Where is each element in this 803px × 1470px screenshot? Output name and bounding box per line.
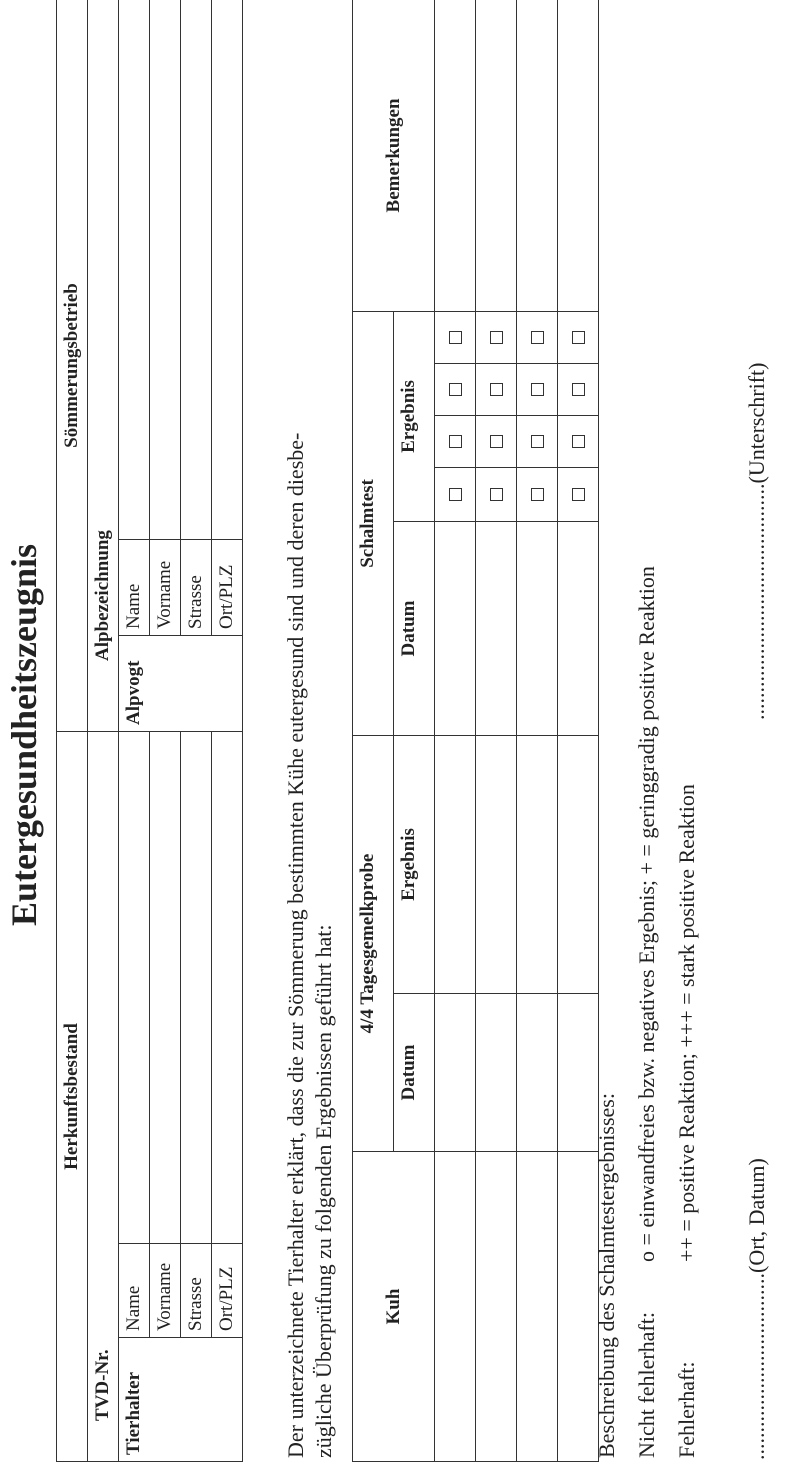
schalmtest-ergebnis-header: Ergebnis: [394, 311, 435, 521]
schalmtest-quarter-cell: [558, 311, 599, 363]
quarter-checkbox[interactable]: [572, 435, 585, 448]
herkunft-header: Herkunftsbestand: [57, 732, 88, 1462]
kuh-cell[interactable]: [435, 1152, 476, 1462]
bemerkungen-cell[interactable]: [435, 0, 476, 311]
schalmtest-header: Schalmtest: [353, 311, 394, 735]
schalmtest-datum-header: Datum: [394, 521, 435, 735]
soemmerung-header: Sömmerungsbetrieb: [57, 0, 88, 732]
tagesgemelk-header: 4/4 Tagesgemelkprobe: [353, 735, 394, 1151]
herkunft-ort-label: Ort/PLZ: [212, 1244, 243, 1338]
page-title: Eutergesundheitszeugnis: [4, 543, 44, 927]
signature-label: (Unterschrift): [744, 362, 769, 484]
bemerkungen-cell[interactable]: [517, 0, 558, 311]
quarter-checkbox[interactable]: [449, 488, 462, 501]
quarter-checkbox[interactable]: [490, 383, 503, 396]
kuh-cell[interactable]: [517, 1152, 558, 1462]
schalmtest-quarter-cell: [435, 311, 476, 363]
herkunft-name-label: Name: [119, 1244, 150, 1338]
tagesgemelk-datum-cell[interactable]: [435, 994, 476, 1152]
quarter-checkbox[interactable]: [572, 488, 585, 501]
kuh-header: Kuh: [353, 1152, 435, 1462]
tvd-label: TVD-Nr.: [88, 732, 119, 1462]
place-date-line[interactable]: [742, 1158, 772, 1460]
quarter-checkbox[interactable]: [572, 383, 585, 396]
schalmtest-datum-cell[interactable]: [435, 521, 476, 735]
herkunft-strasse-label: Strasse: [181, 1244, 212, 1338]
quarter-checkbox[interactable]: [531, 331, 544, 344]
bemerkungen-cell[interactable]: [476, 0, 517, 311]
schalmtest-datum-cell[interactable]: [558, 521, 599, 735]
quarter-checkbox[interactable]: [531, 435, 544, 448]
place-date-label: (Ort, Datum): [744, 1158, 769, 1273]
alp-strasse-label: Strasse: [181, 540, 212, 636]
schalmtest-quarter-cell: [517, 363, 558, 415]
schalmtest-quarter-cell: [476, 467, 517, 521]
schalmtest-datum-cell[interactable]: [476, 521, 517, 735]
herkunft-ort-field[interactable]: [212, 732, 243, 1244]
declaration-text: [282, 18, 338, 1458]
quarter-checkbox[interactable]: [449, 331, 462, 344]
alpvogt-label: Alpvogt: [119, 636, 243, 732]
schalmtest-datum-cell[interactable]: [517, 521, 558, 735]
tagesgemelk-datum-cell[interactable]: [476, 994, 517, 1152]
alp-strasse-field[interactable]: [181, 0, 212, 540]
legend-bad-label: Fehlerhaft:: [674, 1361, 699, 1458]
table-row: [435, 0, 476, 1462]
bemerkungen-header: Bemerkungen: [353, 0, 435, 311]
quarter-checkbox[interactable]: [490, 435, 503, 448]
legend-ok-label: Nicht fehlerhaft:: [634, 1312, 659, 1458]
schalmtest-quarter-cell: [517, 415, 558, 467]
results-table: [352, 0, 599, 1462]
alp-vorname-field[interactable]: [150, 0, 181, 540]
tagesgemelk-datum-header: Datum: [394, 994, 435, 1152]
tagesgemelk-datum-cell[interactable]: [517, 994, 558, 1152]
tagesgemelk-ergebnis-header: Ergebnis: [394, 735, 435, 993]
tagesgemelk-ergebnis-cell[interactable]: [435, 735, 476, 993]
address-table: [56, 0, 243, 1462]
herkunft-strasse-field[interactable]: [181, 732, 212, 1244]
schalmtest-quarter-cell: [435, 415, 476, 467]
herkunft-name-field[interactable]: [119, 732, 150, 1244]
alp-name-field[interactable]: [119, 0, 150, 540]
table-row: [517, 0, 558, 1462]
quarter-checkbox[interactable]: [449, 383, 462, 396]
schalmtest-quarter-cell: [476, 311, 517, 363]
tagesgemelk-ergebnis-cell[interactable]: [517, 735, 558, 993]
schalmtest-quarter-cell: [435, 363, 476, 415]
tierhalter-label: Tierhalter: [119, 1338, 243, 1462]
legend-ok-text: o = einwandfreies bzw. negatives Ergebnis; + = geringgradig positive Reaktion: [634, 566, 659, 1262]
schalmtest-quarter-cell: [476, 363, 517, 415]
signature-dots: ...........................................: [744, 483, 769, 720]
alpbezeichnung-label: Alpbezeichnung: [88, 0, 119, 732]
tagesgemelk-ergebnis-cell[interactable]: [558, 735, 599, 993]
herkunft-vorname-field[interactable]: [150, 732, 181, 1244]
quarter-checkbox[interactable]: [531, 488, 544, 501]
declaration-line-2: zügliche Überprüfung zu folgenden Ergebnissen geführt hat:: [311, 924, 336, 1458]
alp-vorname-label: Vorname: [150, 540, 181, 636]
tagesgemelk-ergebnis-cell[interactable]: [476, 735, 517, 993]
schalmtest-quarter-cell: [558, 415, 599, 467]
schalmtest-quarter-cell: [558, 363, 599, 415]
herkunft-vorname-label: Vorname: [150, 1244, 181, 1338]
alp-name-label: Name: [119, 540, 150, 636]
schalmtest-quarter-cell: [517, 311, 558, 363]
schalmtest-quarter-cell: [517, 467, 558, 521]
quarter-checkbox[interactable]: [531, 383, 544, 396]
quarter-checkbox[interactable]: [449, 435, 462, 448]
schalmtest-quarter-cell: [435, 467, 476, 521]
schalmtest-quarter-cell: [476, 415, 517, 467]
quarter-checkbox[interactable]: [490, 331, 503, 344]
legend-bad-text: ++ = positive Reaktion; +++ = stark positive Reaktion: [674, 784, 699, 1262]
bemerkungen-cell[interactable]: [558, 0, 599, 311]
quarter-checkbox[interactable]: [490, 488, 503, 501]
legend-heading: Beschreibung des Schalmtestergebnisses:: [594, 1093, 619, 1458]
signature-line[interactable]: [742, 363, 772, 720]
place-date-dots: ..................................: [744, 1273, 769, 1460]
schalmtest-quarter-cell: [558, 467, 599, 521]
declaration-line-1: Der unterzeichnete Tierhalter erklärt, dass die zur Sömmerung bestimmten Kühe eutergesund sind und deren diesbe-: [283, 432, 308, 1458]
alp-ort-label: Ort/PLZ: [212, 540, 243, 636]
alp-ort-field[interactable]: [212, 0, 243, 540]
kuh-cell[interactable]: [476, 1152, 517, 1462]
quarter-checkbox[interactable]: [572, 331, 585, 344]
table-row: [476, 0, 517, 1462]
